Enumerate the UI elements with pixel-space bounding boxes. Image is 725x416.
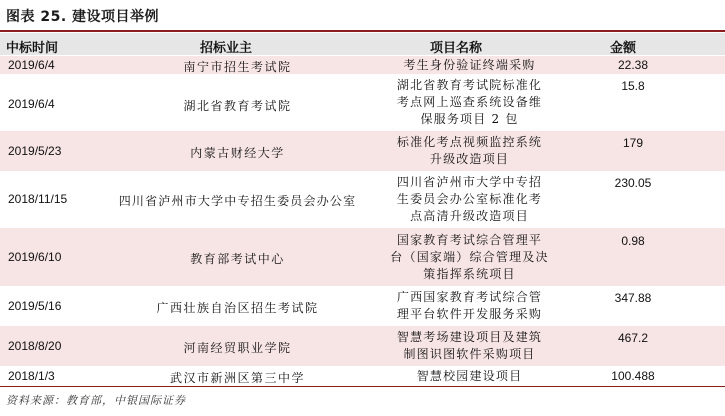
header-project: 项目名称: [430, 41, 483, 56]
header-amount: 金额: [610, 41, 637, 56]
project-line: 智慧校园建设项目: [416, 369, 523, 383]
project-line: 智慧考场建设项目及建筑: [396, 330, 543, 344]
table-header: [0, 33, 725, 55]
project-line: 考点网上巡查系统设备维: [396, 95, 543, 109]
source-note: 资料来源：教育部，中银国际证券: [6, 394, 186, 407]
cell-project: [372, 77, 567, 128]
cell-project: [372, 134, 567, 168]
project-line: 台（国家端）综合管理及决: [390, 250, 549, 264]
project-line: 四川省泸州市大学中专招: [396, 175, 543, 189]
header-org: 招标业主: [200, 41, 253, 56]
cell-project: [372, 232, 567, 283]
cell-date: 2019/5/23: [8, 144, 62, 158]
cell-org: 广西壮族自治区招生考试院: [156, 301, 319, 315]
cell-org: 内蒙古财经大学: [190, 146, 285, 160]
table-row: [0, 131, 725, 171]
table-row: [0, 326, 725, 366]
table-row: [0, 56, 725, 74]
project-line: 策指挥系统项目: [423, 267, 516, 281]
top-rule: [0, 30, 725, 32]
cell-amount: 15.8: [621, 79, 645, 93]
project-line: 国家教育考试综合管理平: [396, 233, 543, 247]
table-row: [0, 287, 725, 325]
cell-project: [372, 368, 567, 385]
figure-title: 图表 25. 建设项目举例: [6, 9, 160, 25]
cell-org: 武汉市新洲区第三中学: [169, 371, 305, 385]
cell-project: [372, 289, 567, 323]
header-time: 中标时间: [6, 41, 59, 56]
project-line: 考生身份验证终端采购: [403, 58, 536, 72]
cell-amount: 347.88: [614, 291, 652, 305]
cell-date: 2018/11/15: [8, 192, 68, 206]
cell-amount: 100.488: [611, 369, 655, 383]
cell-date: 2019/5/16: [8, 299, 62, 313]
project-line: 广西国家教育考试综合管: [396, 290, 543, 304]
table-row: [0, 172, 725, 227]
project-line: 制图识图软件采购项目: [403, 347, 536, 361]
cell-project: [372, 329, 567, 363]
cell-date: 2019/6/10: [8, 250, 62, 264]
cell-org: 教育部考试中心: [190, 252, 285, 266]
cell-amount: 22.38: [617, 58, 649, 72]
cell-amount: 0.98: [621, 234, 645, 248]
cell-amount: 230.05: [614, 176, 652, 190]
cell-org: 湖北省教育考试院: [183, 99, 292, 113]
cell-amount: 179: [622, 136, 644, 150]
table-row: [0, 228, 725, 286]
cell-org: 四川省泸州市大学中专招生委员会办公室: [118, 194, 357, 208]
bottom-rule: [0, 386, 725, 387]
cell-date: 2019/6/4: [8, 58, 55, 72]
project-line: 理平台软件开发服务采购: [396, 307, 543, 321]
cell-project: [372, 57, 567, 74]
project-line: 标准化考点视频监控系统: [396, 135, 543, 149]
project-line: 保服务项目 2 包: [420, 112, 519, 126]
cell-project: [372, 174, 567, 225]
cell-date: 2018/8/20: [8, 339, 62, 353]
cell-date: 2019/6/4: [8, 97, 55, 111]
cell-org: 河南经贸职业学院: [183, 341, 292, 355]
project-line: 升级改造项目: [429, 152, 510, 166]
table-row: [0, 367, 725, 385]
cell-org: 南宁市招生考试院: [183, 60, 292, 74]
project-line: 生委员会办公室标准化考: [396, 192, 543, 206]
cell-date: 2018/1/3: [8, 369, 55, 383]
project-line: 湖北省教育考试院标准化: [396, 78, 543, 92]
project-line: 点高清升级改造项目: [410, 209, 529, 223]
table-row: [0, 75, 725, 130]
cell-amount: 467.2: [617, 331, 649, 345]
